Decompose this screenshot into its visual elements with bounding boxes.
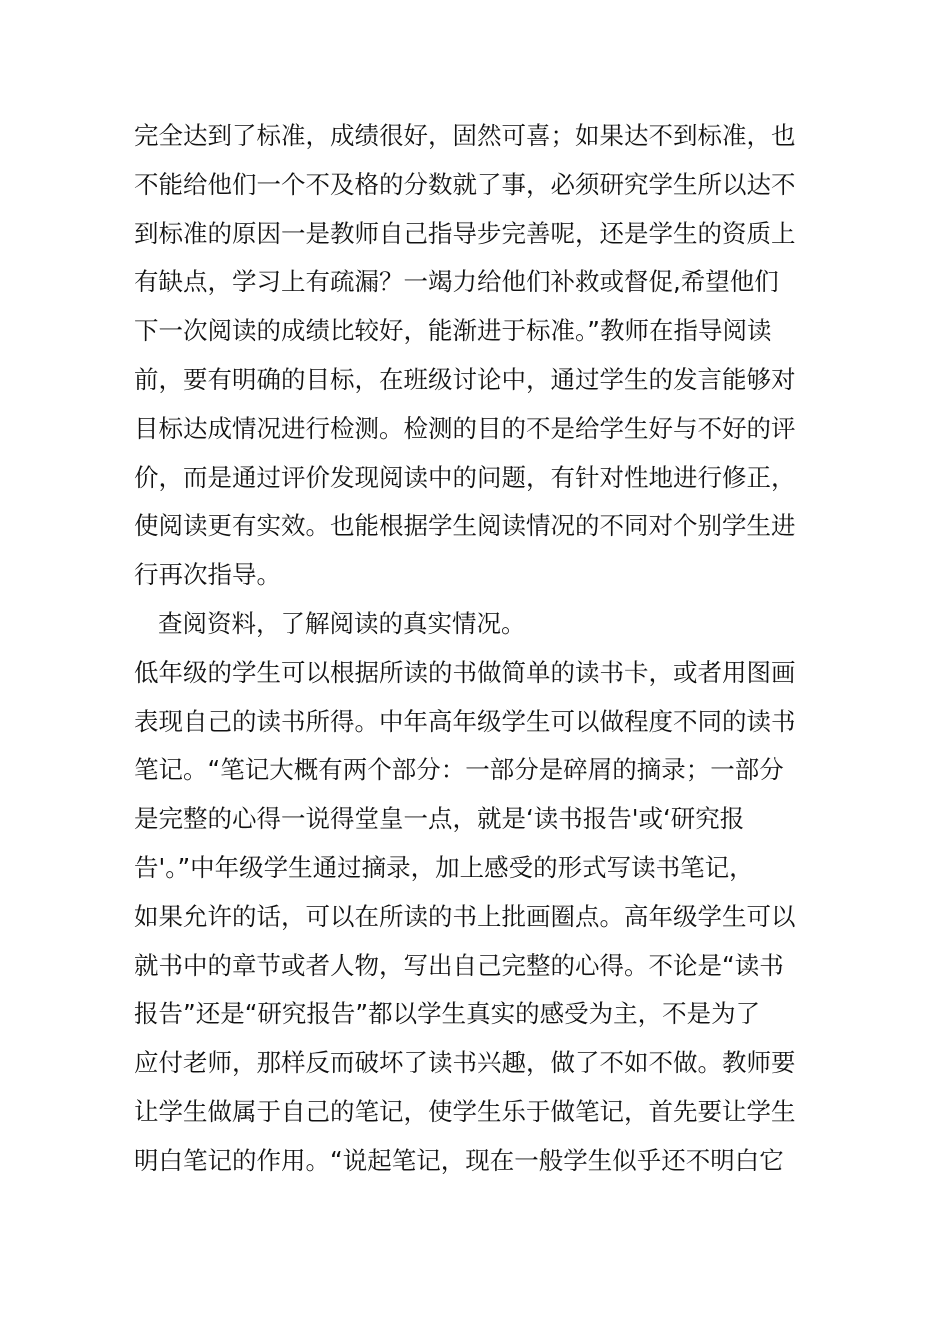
text-line: 价，而是通过评价发现阅读中的问题，有针对性地进行修正，: [134, 462, 796, 492]
text-line: 告'。”中年级学生通过摘录，加上感受的形式写读书笔记，: [134, 852, 754, 882]
text-line: 如果允许的话，可以在所读的书上批画圈点。高年级学生可以: [134, 901, 796, 931]
text-line: 完全达到了标准，成绩很好，固然可喜；如果达不到标准，也: [134, 121, 796, 150]
text-line: 表现自己的读书所得。中年高年级学生可以做程度不同的读书: [134, 706, 796, 736]
text-line: 就书中的章节或者人物，写出自己完整的心得。不论是“读书: [134, 950, 784, 980]
text-line: 行再次指导。: [134, 560, 281, 590]
text-line: 是完整的心得一说得堂皇一点，就是‘读书报告'或‘研究报: [134, 804, 745, 834]
text-line: 不能给他们一个不及格的分数就了事，必须研究学生所以达不: [134, 169, 796, 199]
body-text: [134, 112, 834, 1186]
section-heading: 查阅资料，了解阅读的真实情况。: [158, 608, 526, 638]
text-line: 低年级的学生可以根据所读的书做简单的读书卡，或者用图画: [134, 657, 796, 687]
text-line: 到标准的原因一是教师自己指导步完善呢，还是学生的资质上: [134, 218, 796, 248]
text-line: 笔记。“笔记大概有两个部分：一部分是碎屑的摘录；一部分: [134, 755, 784, 785]
text-line: 报告”还是“研究报告”都以学生真实的感受为主，不是为了: [134, 999, 761, 1029]
text-line: 让学生做属于自己的笔记，使学生乐于做笔记，首先要让学生: [134, 1096, 796, 1126]
text-line: 前，要有明确的目标，在班级讨论中，通过学生的发言能够对: [134, 364, 796, 394]
text-line: 下一次阅读的成绩比较好，能渐进于标准。”教师在指导阅读: [134, 316, 772, 346]
text-line: 有缺点，学习上有疏漏？一竭力给他们补救或督促,希望他们: [134, 267, 779, 297]
text-line: 目标达成情况进行检测。检测的目的不是给学生好与不好的评: [134, 413, 796, 443]
text-line: 明白笔记的作用。“说起笔记，现在一般学生似乎还不明白它: [134, 1145, 784, 1175]
text-line: 应付老师，那样反而破坏了读书兴趣，做了不如不做。教师要: [134, 1048, 796, 1078]
text-line: 使阅读更有实效。也能根据学生阅读情况的不同对个别学生进: [134, 511, 796, 541]
